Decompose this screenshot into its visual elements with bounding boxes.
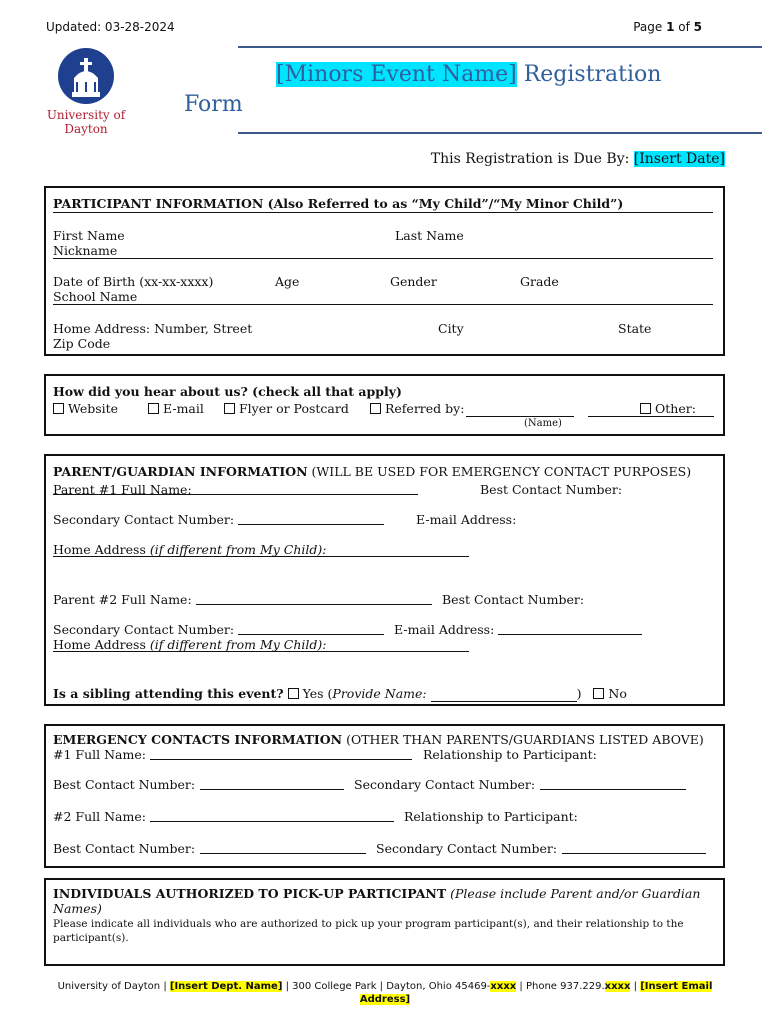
parent1-name-line[interactable] (53, 494, 418, 495)
parent1-name-label: Parent #1 Full Name: (53, 482, 192, 497)
sibling-yes-checkbox-icon[interactable] (288, 688, 299, 699)
parent1-secondary-line[interactable] (238, 524, 384, 525)
referred-name-line[interactable] (466, 416, 574, 417)
parent2-email-label: E-mail Address: (394, 622, 495, 637)
checkbox-icon[interactable] (53, 403, 64, 414)
checkbox-icon[interactable] (370, 403, 381, 414)
parent1-best-contact-label: Best Contact Number: (480, 482, 623, 497)
contact1-name-line[interactable] (150, 759, 412, 760)
checkbox-icon[interactable] (224, 403, 235, 414)
parent-heading: PARENT/GUARDIAN INFORMATION (WILL BE USED FOR EMERGENCY CONTACT PURPOSES) (53, 464, 692, 479)
state-label: State (618, 321, 652, 336)
name-line[interactable] (53, 258, 713, 259)
contact1-secondary-line[interactable] (540, 789, 686, 790)
title-bottom-rule (238, 132, 762, 134)
footer: University of Dayton | [Insert Dept. Name] | 300 College Park | Dayton, Ohio 45469-xxxx | Phone 937.229.xxxx | [Insert Email Address] (57, 981, 713, 1005)
updated-date: Updated: 03-28-2024 (46, 20, 175, 34)
checkbox-icon[interactable] (640, 403, 651, 414)
dob-line[interactable] (53, 304, 713, 305)
parent2-email-line[interactable] (498, 634, 642, 635)
parent2-address-label: Home Address (if different from My Child): (53, 637, 327, 652)
referral-question: How did you hear about us? (check all that apply) (53, 384, 402, 399)
contact1-name-label: #1 Full Name: (53, 747, 146, 762)
logo-text: University of Dayton (46, 108, 126, 136)
option-website[interactable]: Website (53, 401, 118, 416)
referral-section (44, 374, 725, 436)
heading-underline (53, 212, 713, 213)
parent-section (44, 454, 725, 706)
due-date: This Registration is Due By: [Insert Date] (430, 151, 725, 167)
option-email[interactable]: E-mail (148, 401, 204, 416)
zip-label: Zip Code (53, 336, 111, 351)
other-line[interactable] (588, 416, 714, 417)
page-title-form: Form (184, 92, 243, 117)
contact2-secondary-label: Secondary Contact Number: (376, 841, 558, 856)
gender-label: Gender (390, 274, 437, 289)
grade-label: Grade (520, 274, 559, 289)
parent2-address-line[interactable] (53, 651, 469, 652)
parent2-name-line[interactable] (196, 604, 432, 605)
participant-section (44, 186, 725, 356)
participant-heading: PARTICIPANT INFORMATION (Also Referred to as “My Child”/“My Minor Child”) (53, 196, 624, 211)
nickname-label: Nickname (53, 243, 118, 258)
home-address-label: Home Address: Number, Street (53, 321, 253, 336)
contact2-best-line[interactable] (200, 853, 366, 854)
page-title: [Minors Event Name] Registration (276, 62, 662, 87)
contact1-secondary-label: Secondary Contact Number: (354, 777, 536, 792)
contact1-best-label: Best Contact Number: (53, 777, 196, 792)
dob-label: Date of Birth (xx-xx-xxxx) (53, 274, 214, 289)
contact2-secondary-line[interactable] (562, 853, 706, 854)
parent1-address-line[interactable] (53, 556, 469, 557)
title-top-rule (238, 46, 762, 48)
university-logo (44, 44, 144, 144)
sibling-name-line[interactable] (431, 686, 577, 702)
emergency-section (44, 724, 725, 868)
emergency-heading: EMERGENCY CONTACTS INFORMATION (OTHER THAN PARENTS/GUARDIANS LISTED ABOVE) (53, 732, 704, 747)
parent2-best-contact-label: Best Contact Number: (442, 592, 585, 607)
contact1-relationship-label: Relationship to Participant: (423, 747, 597, 762)
last-name-label: Last Name (395, 228, 464, 243)
parent2-secondary-label: Secondary Contact Number: (53, 622, 235, 637)
parent1-address-label: Home Address (if different from My Child): (53, 542, 327, 557)
city-label: City (438, 321, 464, 336)
contact2-name-label: #2 Full Name: (53, 809, 146, 824)
parent1-secondary-label: Secondary Contact Number: (53, 512, 235, 527)
contact2-relationship-label: Relationship to Participant: (404, 809, 578, 824)
parent2-secondary-line[interactable] (238, 634, 384, 635)
pickup-heading: INDIVIDUALS AUTHORIZED TO PICK-UP PARTICIPANT (Please include Parent and/or Guardian Names) (53, 886, 701, 916)
page-indicator: Page 1 of 5 (633, 20, 702, 34)
contact1-best-line[interactable] (200, 789, 344, 790)
parent2-name-label: Parent #2 Full Name: (53, 592, 192, 607)
sibling-question: Is a sibling attending this event? Yes (Provide Name: ) No (53, 686, 627, 701)
school-label: School Name (53, 289, 138, 304)
parent1-email-label: E-mail Address: (416, 512, 517, 527)
contact2-best-label: Best Contact Number: (53, 841, 196, 856)
contact2-name-line[interactable] (150, 821, 394, 822)
checkbox-icon[interactable] (148, 403, 159, 414)
first-name-label: First Name (53, 228, 125, 243)
option-flyer[interactable]: Flyer or Postcard (224, 401, 349, 416)
pickup-section (44, 878, 725, 966)
option-referred[interactable]: Referred by: (370, 401, 464, 416)
option-other[interactable]: Other: (640, 401, 696, 416)
age-label: Age (275, 274, 300, 289)
pickup-instructions: Please indicate all individuals who are authorized to pick up your program participant(s), and their relationship to the participant(s). (53, 918, 684, 944)
name-caption: (Name) (524, 418, 562, 429)
sibling-no-checkbox-icon[interactable] (593, 688, 604, 699)
